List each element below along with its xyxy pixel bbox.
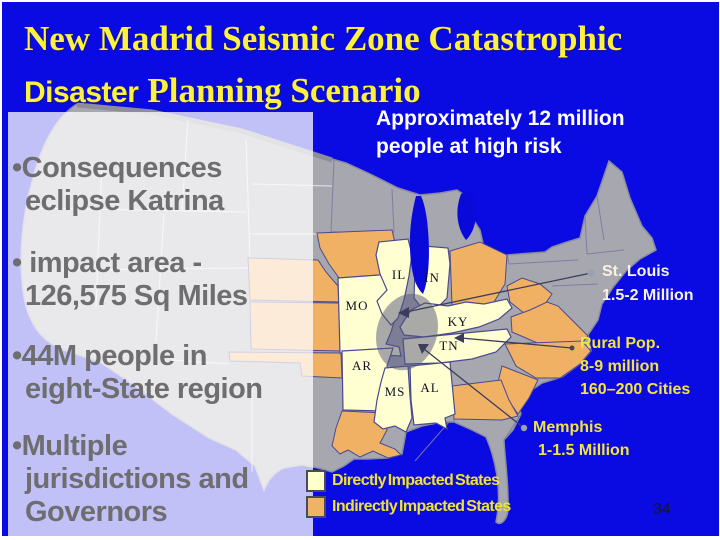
- legend-row-indirect: [306, 496, 511, 518]
- callout-st-louis: St. Louis 1.5-2 Million: [602, 263, 694, 304]
- label-AL: AL: [420, 380, 440, 395]
- page-number: 34: [653, 501, 671, 518]
- legend-label-indirect: Indirectly Impacted States: [332, 498, 511, 515]
- legend-label-direct: Directly Impacted States: [332, 472, 500, 489]
- indirect-swatch-icon: [306, 496, 326, 518]
- label-MS: MS: [384, 384, 406, 399]
- map-legend: [306, 470, 511, 522]
- rural-dot: [570, 346, 575, 351]
- stlouis-dot: [588, 270, 595, 277]
- title-line1: New Madrid Seismic Zone Catastrophic: [24, 19, 623, 58]
- memphis-dot: [521, 425, 527, 431]
- direct-swatch-icon: [306, 470, 326, 492]
- legend-row-direct: [306, 470, 511, 492]
- callout-rural-pop: Rural Pop. 8-9 million 160–200 Cities: [580, 335, 691, 398]
- bullet-jurisdictions: •Multiple jurisdictions and Governors: [12, 430, 249, 528]
- label-KY: KY: [447, 314, 469, 329]
- label-AR: AR: [351, 358, 373, 373]
- callout-memphis: Memphis 1-1.5 Million: [533, 419, 630, 459]
- label-IL: IL: [391, 267, 407, 282]
- bullet-impact-area: • impact area - 126,575 Sq Miles: [12, 247, 248, 312]
- high-risk-caption: Approximately 12 million people at high risk: [376, 107, 625, 158]
- title-line2: Disaster Planning Scenario: [24, 71, 421, 110]
- bullet-population: •44M people in eight-State region: [12, 340, 263, 405]
- label-IN: IN: [424, 270, 440, 285]
- slide: [2, 2, 719, 536]
- label-TN: TN: [439, 338, 459, 353]
- label-MO: MO: [345, 298, 369, 313]
- bullet-consequences: •Consequences eclipse Katrina: [12, 152, 224, 217]
